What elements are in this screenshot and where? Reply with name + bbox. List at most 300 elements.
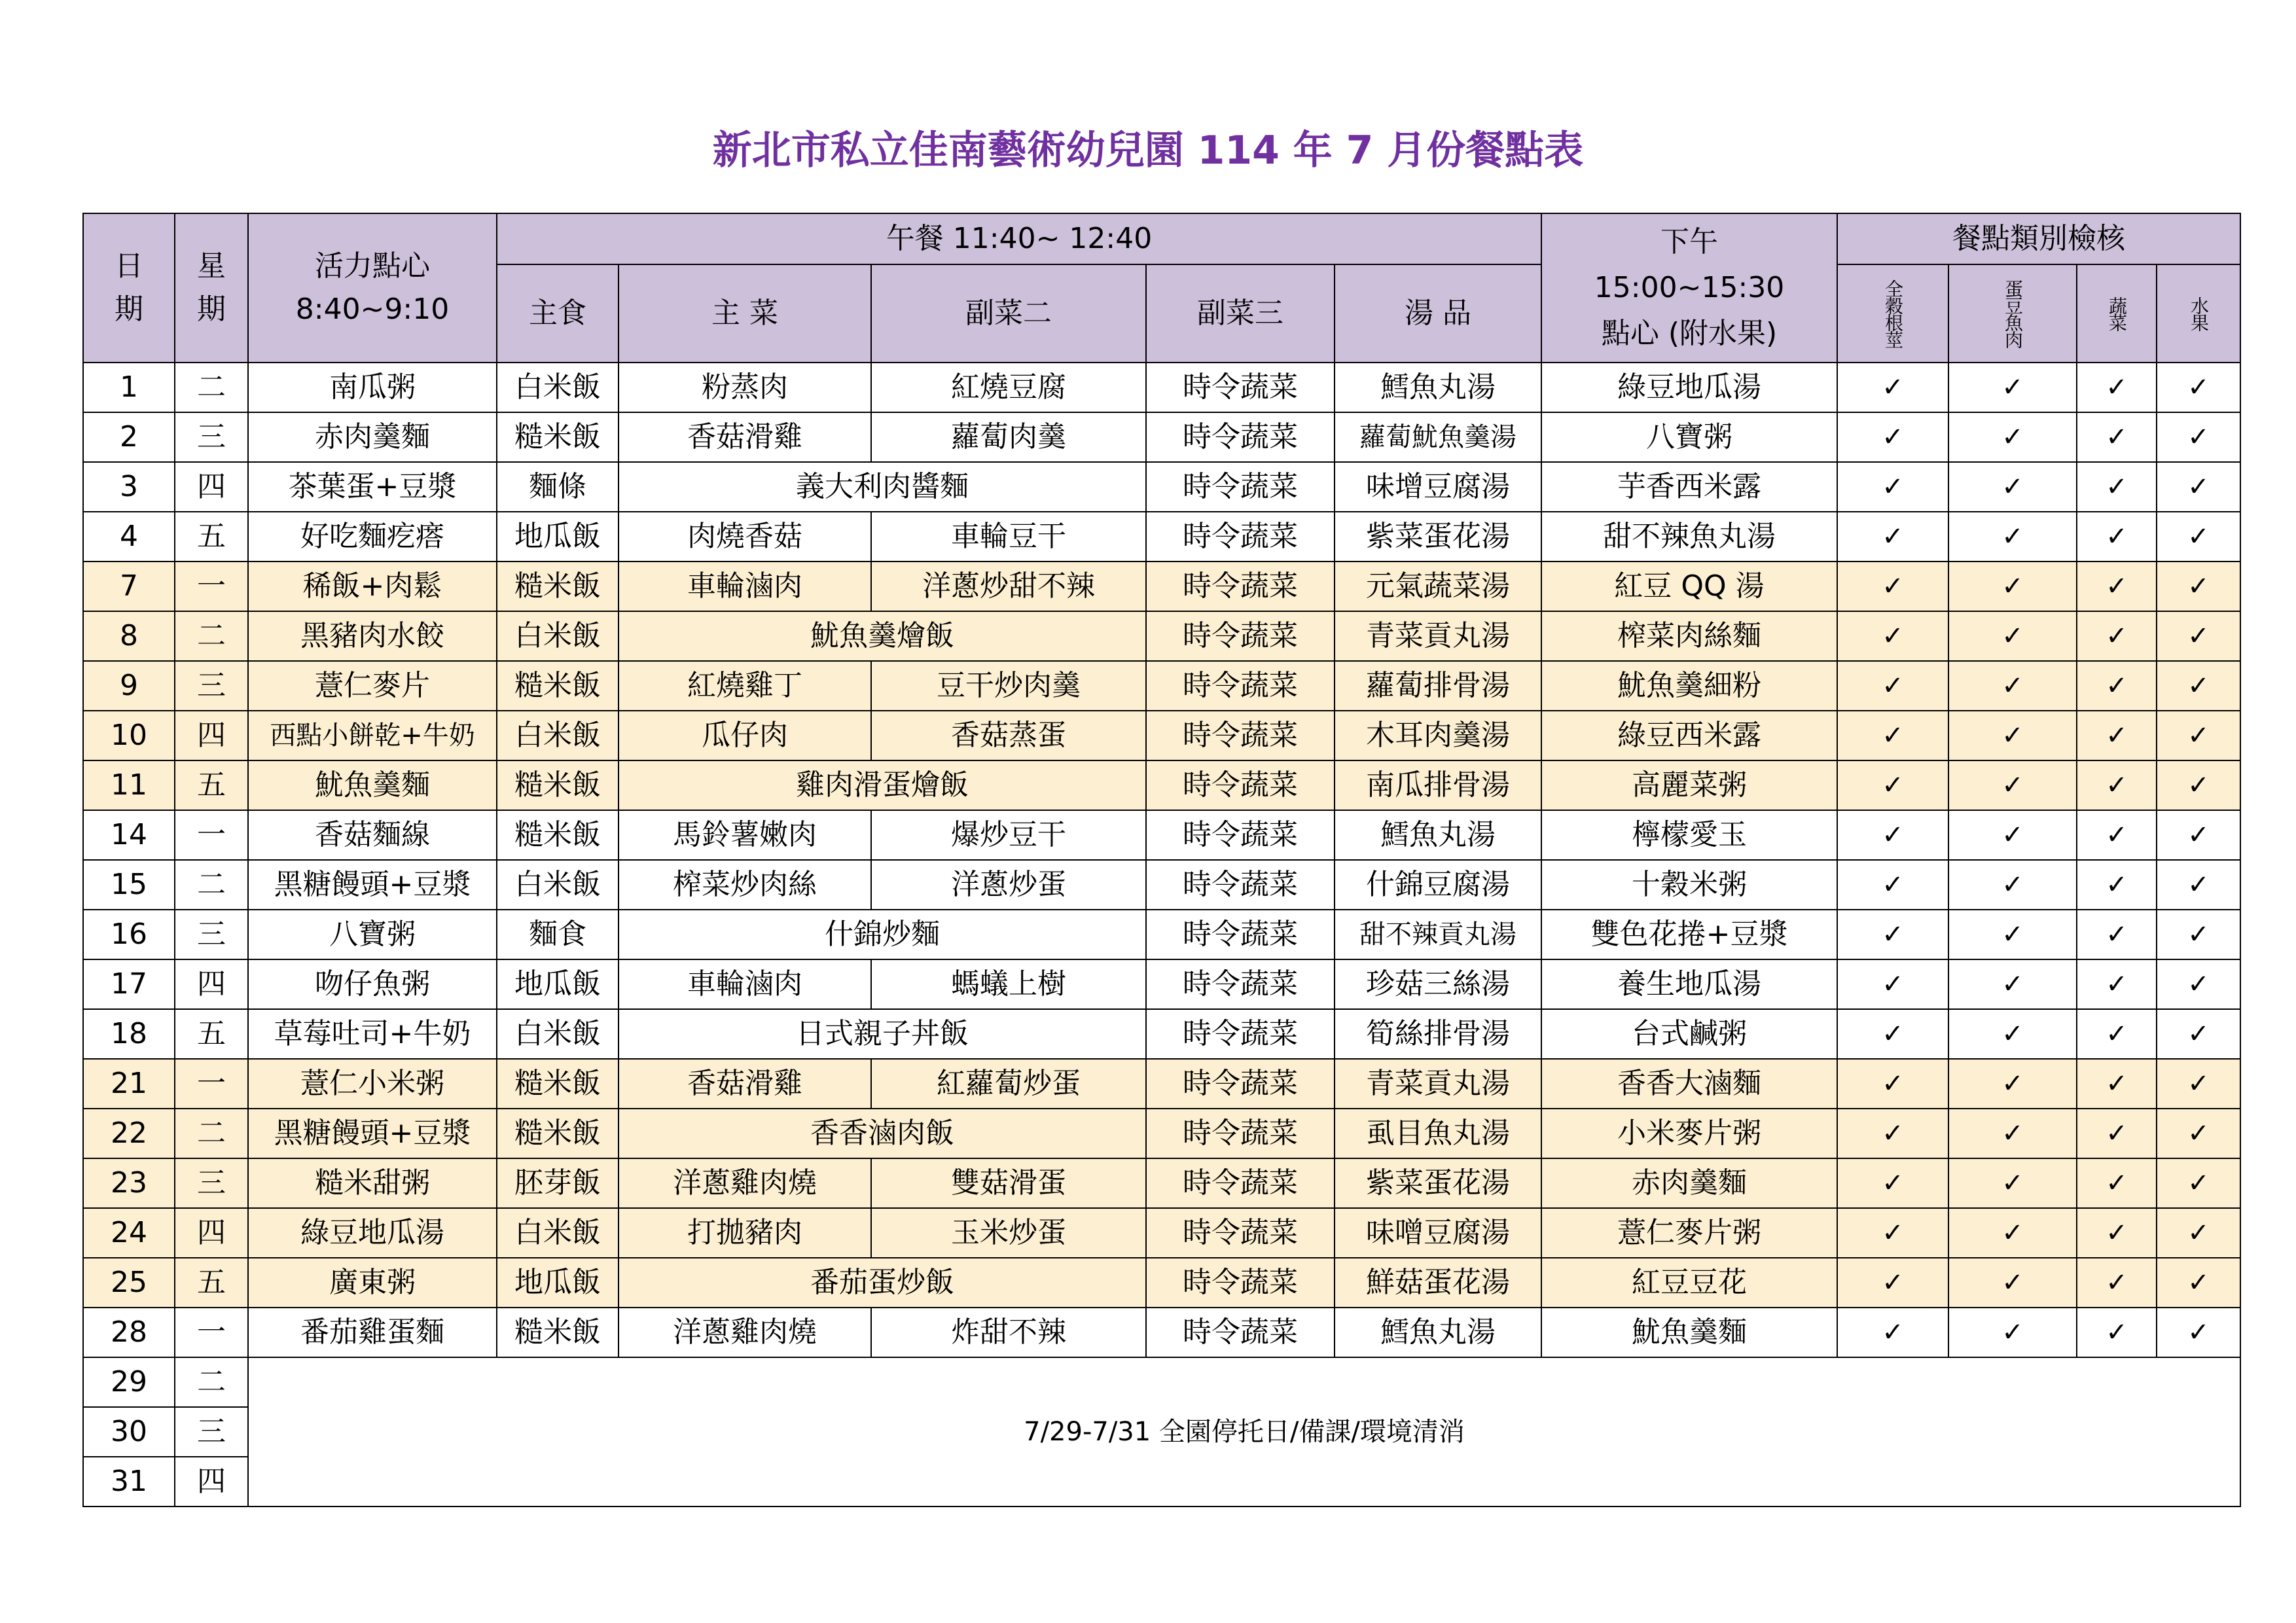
check-protein: ✓ <box>1948 910 2077 959</box>
cell-main-dish: 魷魚羹燴飯 <box>619 611 1146 661</box>
check-grains: ✓ <box>1837 1059 1948 1109</box>
check-grains: ✓ <box>1837 661 1948 711</box>
closed-note: 7/29-7/31 全園停托日/備課/環境清消 <box>248 1357 2240 1507</box>
cell-side-dish-2: 雙菇滑蛋 <box>871 1158 1146 1208</box>
cell-date: 17 <box>83 959 175 1009</box>
cell-staple: 糙米飯 <box>497 412 619 462</box>
menu-row <box>83 512 2240 562</box>
cell-staple: 地瓜飯 <box>497 959 619 1009</box>
cell-side-dish-3: 時令蔬菜 <box>1146 760 1335 810</box>
cell-morning-snack: 香菇麵線 <box>248 810 497 860</box>
cell-date: 1 <box>83 363 175 412</box>
cell-weekday: 五 <box>175 1009 248 1059</box>
header-fruit <box>2157 264 2240 363</box>
header-afternoon-snack: 下午 15:00~15:30 點心 (附水果) <box>1541 213 1837 363</box>
cell-soup: 珍菇三絲湯 <box>1335 959 1541 1009</box>
menu-row <box>83 562 2240 611</box>
cell-afternoon-snack: 十穀米粥 <box>1541 860 1837 910</box>
cell-afternoon-snack: 台式鹹粥 <box>1541 1009 1837 1059</box>
check-protein: ✓ <box>1948 711 2077 760</box>
check-vegetable: ✓ <box>2077 1308 2157 1357</box>
cell-date: 11 <box>83 760 175 810</box>
check-fruit: ✓ <box>2157 1258 2240 1308</box>
menu-row <box>83 1109 2240 1158</box>
check-grains: ✓ <box>1837 1009 1948 1059</box>
cell-date: 21 <box>83 1059 175 1109</box>
cell-weekday: 二 <box>175 363 248 412</box>
check-vegetable: ✓ <box>2077 1208 2157 1258</box>
menu-row <box>83 1308 2240 1357</box>
cell-main-dish: 洋蔥雞肉燒 <box>619 1158 871 1208</box>
menu-row <box>83 810 2240 860</box>
cell-date: 14 <box>83 810 175 860</box>
cell-weekday: 五 <box>175 1258 248 1308</box>
header-staple: 主食 <box>497 264 619 363</box>
check-vegetable: ✓ <box>2077 760 2157 810</box>
cell-main-dish: 車輪滷肉 <box>619 959 871 1009</box>
cell-morning-snack: 綠豆地瓜湯 <box>248 1208 497 1258</box>
header-check: 餐點類別檢核 <box>1837 213 2240 264</box>
cell-weekday: 二 <box>175 611 248 661</box>
cell-weekday: 一 <box>175 1308 248 1357</box>
check-grains: ✓ <box>1837 760 1948 810</box>
check-vegetable: ✓ <box>2077 412 2157 462</box>
menu-row <box>83 860 2240 910</box>
menu-row <box>83 1059 2240 1109</box>
cell-side-dish-2: 爆炒豆干 <box>871 810 1146 860</box>
check-grains: ✓ <box>1837 910 1948 959</box>
cell-main-dish: 義大利肉醬麵 <box>619 462 1146 512</box>
cell-side-dish-2: 豆干炒肉羹 <box>871 661 1146 711</box>
cell-morning-snack: 糙米甜粥 <box>248 1158 497 1208</box>
cell-afternoon-snack: 紅豆豆花 <box>1541 1258 1837 1308</box>
closed-row <box>83 1357 2240 1407</box>
cell-weekday: 三 <box>175 1407 248 1457</box>
cell-side-dish-2: 紅蘿蔔炒蛋 <box>871 1059 1146 1109</box>
check-vegetable: ✓ <box>2077 562 2157 611</box>
cell-afternoon-snack: 綠豆西米露 <box>1541 711 1837 760</box>
cell-afternoon-snack: 檸檬愛玉 <box>1541 810 1837 860</box>
cell-staple: 白米飯 <box>497 1208 619 1258</box>
cell-side-dish-3: 時令蔬菜 <box>1146 1208 1335 1258</box>
check-fruit: ✓ <box>2157 611 2240 661</box>
cell-main-dish: 榨菜炒肉絲 <box>619 860 871 910</box>
cell-main-dish: 番茄蛋炒飯 <box>619 1258 1146 1308</box>
cell-afternoon-snack: 高麗菜粥 <box>1541 760 1837 810</box>
check-grains: ✓ <box>1837 860 1948 910</box>
cell-staple: 地瓜飯 <box>497 1258 619 1308</box>
check-vegetable: ✓ <box>2077 363 2157 412</box>
cell-soup: 青菜貢丸湯 <box>1335 611 1541 661</box>
check-vegetable: ✓ <box>2077 711 2157 760</box>
cell-afternoon-snack: 小米麥片粥 <box>1541 1109 1837 1158</box>
header-grains <box>1837 264 1948 363</box>
cell-main-dish: 紅燒雞丁 <box>619 661 871 711</box>
cell-weekday: 一 <box>175 562 248 611</box>
cell-morning-snack: 茶葉蛋+豆漿 <box>248 462 497 512</box>
check-grains: ✓ <box>1837 462 1948 512</box>
header-vegetable <box>2077 264 2157 363</box>
cell-main-dish: 粉蒸肉 <box>619 363 871 412</box>
menu-row <box>83 611 2240 661</box>
cell-main-dish: 瓜仔肉 <box>619 711 871 760</box>
cell-date: 10 <box>83 711 175 760</box>
cell-soup: 南瓜排骨湯 <box>1335 760 1541 810</box>
cell-staple: 白米飯 <box>497 611 619 661</box>
check-vegetable: ✓ <box>2077 1258 2157 1308</box>
cell-side-dish-3: 時令蔬菜 <box>1146 1308 1335 1357</box>
cell-date: 15 <box>83 860 175 910</box>
check-fruit: ✓ <box>2157 1308 2240 1357</box>
check-vegetable: ✓ <box>2077 611 2157 661</box>
header-protein-label: 蛋豆魚肉 <box>2002 279 2024 348</box>
cell-afternoon-snack: 魷魚羹麵 <box>1541 1308 1837 1357</box>
check-vegetable: ✓ <box>2077 1009 2157 1059</box>
check-grains: ✓ <box>1837 1308 1948 1357</box>
menu-row <box>83 959 2240 1009</box>
cell-date: 7 <box>83 562 175 611</box>
cell-staple: 麵條 <box>497 462 619 512</box>
header-main-dish: 主 菜 <box>619 264 871 363</box>
cell-afternoon-snack: 紅豆 QQ 湯 <box>1541 562 1837 611</box>
cell-soup: 蘿蔔排骨湯 <box>1335 661 1541 711</box>
check-grains: ✓ <box>1837 611 1948 661</box>
check-vegetable: ✓ <box>2077 1059 2157 1109</box>
check-grains: ✓ <box>1837 1258 1948 1308</box>
cell-morning-snack: 黑豬肉水餃 <box>248 611 497 661</box>
cell-date: 2 <box>83 412 175 462</box>
cell-weekday: 三 <box>175 412 248 462</box>
cell-weekday: 五 <box>175 512 248 562</box>
cell-side-dish-3: 時令蔬菜 <box>1146 1059 1335 1109</box>
cell-afternoon-snack: 甜不辣魚丸湯 <box>1541 512 1837 562</box>
check-fruit: ✓ <box>2157 1208 2240 1258</box>
cell-morning-snack: 番茄雞蛋麵 <box>248 1308 497 1357</box>
cell-morning-snack: 吻仔魚粥 <box>248 959 497 1009</box>
cell-weekday: 四 <box>175 1208 248 1258</box>
check-fruit: ✓ <box>2157 363 2240 412</box>
cell-soup: 鱈魚丸湯 <box>1335 1308 1541 1357</box>
check-grains: ✓ <box>1837 711 1948 760</box>
check-vegetable: ✓ <box>2077 1109 2157 1158</box>
header-side-dish-3: 副菜三 <box>1146 264 1335 363</box>
cell-morning-snack: 稀飯+肉鬆 <box>248 562 497 611</box>
header-fruit-label: 水果 <box>2188 296 2210 330</box>
cell-side-dish-3: 時令蔬菜 <box>1146 910 1335 959</box>
cell-weekday: 三 <box>175 910 248 959</box>
check-fruit: ✓ <box>2157 661 2240 711</box>
cell-soup: 木耳肉羹湯 <box>1335 711 1541 760</box>
check-grains: ✓ <box>1837 1158 1948 1208</box>
check-grains: ✓ <box>1837 512 1948 562</box>
cell-staple: 糙米飯 <box>497 1109 619 1158</box>
check-fruit: ✓ <box>2157 1059 2240 1109</box>
check-vegetable: ✓ <box>2077 810 2157 860</box>
cell-soup: 青菜貢丸湯 <box>1335 1059 1541 1109</box>
cell-soup: 什錦豆腐湯 <box>1335 860 1541 910</box>
cell-date: 29 <box>83 1357 175 1407</box>
cell-afternoon-snack: 榨菜肉絲麵 <box>1541 611 1837 661</box>
check-protein: ✓ <box>1948 412 2077 462</box>
header-date: 日 期 <box>83 213 175 363</box>
cell-main-dish: 什錦炒麵 <box>619 910 1146 959</box>
cell-staple: 糙米飯 <box>497 810 619 860</box>
cell-morning-snack: 黑糖饅頭+豆漿 <box>248 860 497 910</box>
cell-soup: 元氣蔬菜湯 <box>1335 562 1541 611</box>
cell-side-dish-3: 時令蔬菜 <box>1146 1158 1335 1208</box>
cell-morning-snack: 廣東粥 <box>248 1258 497 1308</box>
cell-date: 8 <box>83 611 175 661</box>
cell-weekday: 二 <box>175 1109 248 1158</box>
check-vegetable: ✓ <box>2077 512 2157 562</box>
check-vegetable: ✓ <box>2077 462 2157 512</box>
check-fruit: ✓ <box>2157 959 2240 1009</box>
check-protein: ✓ <box>1948 1109 2077 1158</box>
header-morning-snack: 活力點心 8:40~9:10 <box>248 213 497 363</box>
cell-side-dish-3: 時令蔬菜 <box>1146 1109 1335 1158</box>
check-protein: ✓ <box>1948 363 2077 412</box>
cell-main-dish: 香菇滑雞 <box>619 412 871 462</box>
cell-staple: 糙米飯 <box>497 1059 619 1109</box>
cell-staple: 地瓜飯 <box>497 512 619 562</box>
cell-side-dish-3: 時令蔬菜 <box>1146 562 1335 611</box>
cell-weekday: 四 <box>175 462 248 512</box>
check-vegetable: ✓ <box>2077 661 2157 711</box>
cell-main-dish: 打拋豬肉 <box>619 1208 871 1258</box>
cell-side-dish-3: 時令蔬菜 <box>1146 860 1335 910</box>
cell-main-dish: 日式親子丼飯 <box>619 1009 1146 1059</box>
check-protein: ✓ <box>1948 1308 2077 1357</box>
cell-weekday: 三 <box>175 1158 248 1208</box>
cell-afternoon-snack: 香香大滷麵 <box>1541 1059 1837 1109</box>
cell-date: 9 <box>83 661 175 711</box>
cell-staple: 麵食 <box>497 910 619 959</box>
cell-side-dish-2: 玉米炒蛋 <box>871 1208 1146 1258</box>
cell-weekday: 五 <box>175 760 248 810</box>
cell-weekday: 四 <box>175 711 248 760</box>
cell-soup: 虱目魚丸湯 <box>1335 1109 1541 1158</box>
cell-side-dish-2: 蘿蔔肉羹 <box>871 412 1146 462</box>
menu-row <box>83 1009 2240 1059</box>
cell-staple: 白米飯 <box>497 363 619 412</box>
cell-morning-snack: 八寶粥 <box>248 910 497 959</box>
cell-side-dish-3: 時令蔬菜 <box>1146 711 1335 760</box>
cell-date: 3 <box>83 462 175 512</box>
check-protein: ✓ <box>1948 1208 2077 1258</box>
cell-soup: 筍絲排骨湯 <box>1335 1009 1541 1059</box>
check-fruit: ✓ <box>2157 562 2240 611</box>
cell-side-dish-2: 洋蔥炒甜不辣 <box>871 562 1146 611</box>
cell-staple: 白米飯 <box>497 1009 619 1059</box>
check-fruit: ✓ <box>2157 810 2240 860</box>
check-fruit: ✓ <box>2157 760 2240 810</box>
cell-weekday: 四 <box>175 1457 248 1507</box>
cell-afternoon-snack: 綠豆地瓜湯 <box>1541 363 1837 412</box>
cell-date: 25 <box>83 1258 175 1308</box>
cell-date: 24 <box>83 1208 175 1258</box>
header-side-dish-2: 副菜二 <box>871 264 1146 363</box>
check-vegetable: ✓ <box>2077 910 2157 959</box>
header-protein <box>1948 264 2077 363</box>
check-fruit: ✓ <box>2157 412 2240 462</box>
cell-side-dish-3: 時令蔬菜 <box>1146 412 1335 462</box>
cell-afternoon-snack: 芋香西米露 <box>1541 462 1837 512</box>
header-grains-label: 全穀根莖 <box>1882 279 1905 348</box>
cell-weekday: 一 <box>175 1059 248 1109</box>
cell-morning-snack: 好吃麵疙瘩 <box>248 512 497 562</box>
check-fruit: ✓ <box>2157 1158 2240 1208</box>
header-soup: 湯 品 <box>1335 264 1541 363</box>
cell-main-dish: 肉燒香菇 <box>619 512 871 562</box>
menu-row <box>83 1158 2240 1208</box>
cell-staple: 糙米飯 <box>497 760 619 810</box>
cell-side-dish-2: 炸甜不辣 <box>871 1308 1146 1357</box>
cell-side-dish-3: 時令蔬菜 <box>1146 611 1335 661</box>
cell-date: 16 <box>83 910 175 959</box>
cell-weekday: 二 <box>175 860 248 910</box>
menu-row <box>83 760 2240 810</box>
check-grains: ✓ <box>1837 810 1948 860</box>
cell-morning-snack: 黑糖饅頭+豆漿 <box>248 1109 497 1158</box>
cell-date: 22 <box>83 1109 175 1158</box>
cell-morning-snack: 西點小餅乾+牛奶 <box>248 711 497 760</box>
check-grains: ✓ <box>1837 363 1948 412</box>
cell-soup: 鮮菇蛋花湯 <box>1335 1258 1541 1308</box>
cell-date: 23 <box>83 1158 175 1208</box>
cell-side-dish-2: 車輪豆干 <box>871 512 1146 562</box>
check-protein: ✓ <box>1948 1059 2077 1109</box>
cell-soup: 味噌豆腐湯 <box>1335 1208 1541 1258</box>
cell-main-dish: 香香滷肉飯 <box>619 1109 1146 1158</box>
cell-staple: 白米飯 <box>497 860 619 910</box>
cell-soup: 鱈魚丸湯 <box>1335 363 1541 412</box>
cell-side-dish-3: 時令蔬菜 <box>1146 363 1335 412</box>
check-protein: ✓ <box>1948 562 2077 611</box>
cell-staple: 白米飯 <box>497 711 619 760</box>
menu-row <box>83 1258 2240 1308</box>
check-protein: ✓ <box>1948 810 2077 860</box>
cell-soup: 味增豆腐湯 <box>1335 462 1541 512</box>
check-protein: ✓ <box>1948 1258 2077 1308</box>
cell-morning-snack: 南瓜粥 <box>248 363 497 412</box>
cell-afternoon-snack: 赤肉羹麵 <box>1541 1158 1837 1208</box>
menu-row <box>83 711 2240 760</box>
cell-side-dish-2: 香菇蒸蛋 <box>871 711 1146 760</box>
cell-main-dish: 馬鈴薯嫩肉 <box>619 810 871 860</box>
cell-side-dish-3: 時令蔬菜 <box>1146 661 1335 711</box>
cell-side-dish-3: 時令蔬菜 <box>1146 512 1335 562</box>
check-fruit: ✓ <box>2157 1109 2240 1158</box>
cell-morning-snack: 薏仁麥片 <box>248 661 497 711</box>
check-protein: ✓ <box>1948 512 2077 562</box>
check-vegetable: ✓ <box>2077 1158 2157 1208</box>
menu-row <box>83 412 2240 462</box>
cell-side-dish-2: 紅燒豆腐 <box>871 363 1146 412</box>
cell-side-dish-3: 時令蔬菜 <box>1146 959 1335 1009</box>
cell-side-dish-3: 時令蔬菜 <box>1146 462 1335 512</box>
cell-date: 30 <box>83 1407 175 1457</box>
check-grains: ✓ <box>1837 412 1948 462</box>
cell-morning-snack: 魷魚羹麵 <box>248 760 497 810</box>
check-fruit: ✓ <box>2157 860 2240 910</box>
cell-weekday: 二 <box>175 1357 248 1407</box>
check-protein: ✓ <box>1948 760 2077 810</box>
check-protein: ✓ <box>1948 611 2077 661</box>
cell-main-dish: 香菇滑雞 <box>619 1059 871 1109</box>
cell-side-dish-3: 時令蔬菜 <box>1146 1009 1335 1059</box>
check-fruit: ✓ <box>2157 711 2240 760</box>
check-vegetable: ✓ <box>2077 860 2157 910</box>
cell-date: 18 <box>83 1009 175 1059</box>
cell-side-dish-2: 洋蔥炒蛋 <box>871 860 1146 910</box>
menu-row <box>83 910 2240 959</box>
check-fruit: ✓ <box>2157 910 2240 959</box>
cell-main-dish: 雞肉滑蛋燴飯 <box>619 760 1146 810</box>
cell-staple: 胚芽飯 <box>497 1158 619 1208</box>
cell-staple: 糙米飯 <box>497 1308 619 1357</box>
check-fruit: ✓ <box>2157 512 2240 562</box>
check-protein: ✓ <box>1948 661 2077 711</box>
check-grains: ✓ <box>1837 1109 1948 1158</box>
cell-side-dish-3: 時令蔬菜 <box>1146 1258 1335 1308</box>
cell-staple: 糙米飯 <box>497 562 619 611</box>
check-protein: ✓ <box>1948 959 2077 1009</box>
cell-soup: 紫菜蛋花湯 <box>1335 512 1541 562</box>
cell-afternoon-snack: 八寶粥 <box>1541 412 1837 462</box>
check-grains: ✓ <box>1837 1208 1948 1258</box>
check-protein: ✓ <box>1948 1158 2077 1208</box>
check-vegetable: ✓ <box>2077 959 2157 1009</box>
cell-morning-snack: 薏仁小米粥 <box>248 1059 497 1109</box>
cell-morning-snack: 赤肉羹麵 <box>248 412 497 462</box>
header-lunch: 午餐 11:40~ 12:40 <box>497 213 1541 264</box>
cell-morning-snack: 草莓吐司+牛奶 <box>248 1009 497 1059</box>
check-protein: ✓ <box>1948 860 2077 910</box>
cell-weekday: 四 <box>175 959 248 1009</box>
cell-afternoon-snack: 養生地瓜湯 <box>1541 959 1837 1009</box>
menu-table <box>82 213 2241 1507</box>
cell-soup: 蘿蔔魷魚羹湯 <box>1335 412 1541 462</box>
cell-soup: 紫菜蛋花湯 <box>1335 1158 1541 1208</box>
header-weekday: 星 期 <box>175 213 248 363</box>
cell-main-dish: 車輪滷肉 <box>619 562 871 611</box>
check-fruit: ✓ <box>2157 1009 2240 1059</box>
menu-row <box>83 661 2240 711</box>
cell-weekday: 一 <box>175 810 248 860</box>
cell-weekday: 三 <box>175 661 248 711</box>
cell-side-dish-2: 螞蟻上樹 <box>871 959 1146 1009</box>
check-protein: ✓ <box>1948 1009 2077 1059</box>
page-title: 新北市私立佳南藝術幼兒園 114 年 7 月份餐點表 <box>712 128 1584 173</box>
check-fruit: ✓ <box>2157 462 2240 512</box>
cell-afternoon-snack: 薏仁麥片粥 <box>1541 1208 1837 1258</box>
menu-row <box>83 1208 2240 1258</box>
menu-row <box>83 462 2240 512</box>
cell-staple: 糙米飯 <box>497 661 619 711</box>
check-grains: ✓ <box>1837 959 1948 1009</box>
cell-main-dish: 洋蔥雞肉燒 <box>619 1308 871 1357</box>
cell-date: 31 <box>83 1457 175 1507</box>
check-grains: ✓ <box>1837 562 1948 611</box>
cell-afternoon-snack: 雙色花捲+豆漿 <box>1541 910 1837 959</box>
check-protein: ✓ <box>1948 462 2077 512</box>
cell-date: 4 <box>83 512 175 562</box>
header-vegetable-label: 蔬菜 <box>2106 296 2128 330</box>
cell-afternoon-snack: 魷魚羹細粉 <box>1541 661 1837 711</box>
cell-soup: 甜不辣貢丸湯 <box>1335 910 1541 959</box>
cell-soup: 鱈魚丸湯 <box>1335 810 1541 860</box>
menu-body <box>83 363 2240 1507</box>
